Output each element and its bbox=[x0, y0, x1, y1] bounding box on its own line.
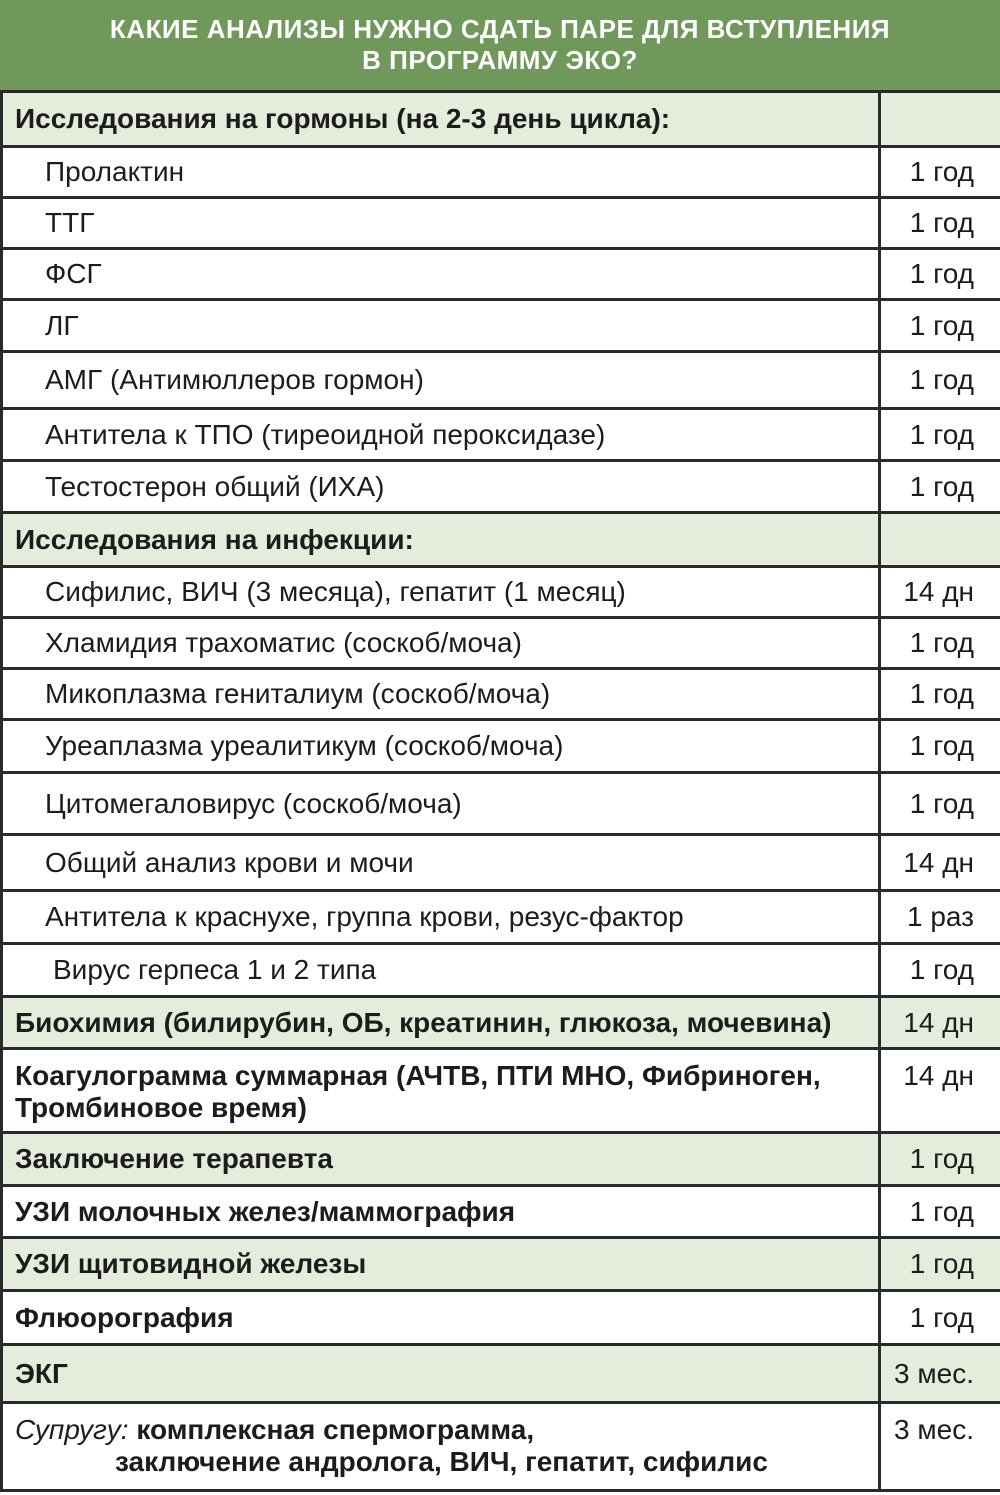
test-period: 1 год bbox=[880, 773, 1000, 835]
test-name: Общий анализ крови и мочи bbox=[2, 835, 880, 891]
test-name: Флюорография bbox=[2, 1291, 880, 1345]
table-row bbox=[2, 1291, 1000, 1345]
test-name: Микоплазма гениталиум (соскоб/моча) bbox=[2, 669, 880, 720]
section-period-empty bbox=[880, 513, 1000, 567]
test-period: 1 год bbox=[880, 720, 1000, 773]
table-row bbox=[2, 835, 1000, 891]
spouse-tests bbox=[2, 1403, 880, 1491]
section-title: Исследования на инфекции: bbox=[2, 513, 880, 567]
test-name: Коагулограмма суммарная (АЧТВ, ПТИ МНО, Фибриноген, Тромбиновое время) bbox=[2, 1049, 880, 1133]
table-row bbox=[2, 891, 1000, 944]
test-name: ЭКГ bbox=[2, 1345, 880, 1403]
table-row bbox=[2, 300, 1000, 352]
table-row bbox=[2, 147, 1000, 198]
test-period: 1 год bbox=[880, 669, 1000, 720]
test-period: 1 год bbox=[880, 618, 1000, 669]
test-period: 1 год bbox=[880, 944, 1000, 997]
test-name: Уреаплазма уреалитикум (соскоб/моча) bbox=[2, 720, 880, 773]
test-period: 1 год bbox=[880, 352, 1000, 409]
test-period: 14 дн bbox=[880, 567, 1000, 618]
table-row bbox=[2, 1186, 1000, 1238]
section-period-empty bbox=[880, 92, 1000, 147]
test-name: Цитомегаловирус (соскоб/моча) bbox=[2, 773, 880, 835]
test-name: Сифилис, ВИЧ (3 месяца), гепатит (1 месяц) bbox=[2, 567, 880, 618]
test-name: Заключение терапевта bbox=[2, 1133, 880, 1186]
tests-table bbox=[0, 90, 1000, 1492]
table-row bbox=[2, 461, 1000, 513]
table-row bbox=[2, 773, 1000, 835]
table-row bbox=[2, 669, 1000, 720]
test-period: 1 год bbox=[880, 461, 1000, 513]
test-name: ЛГ bbox=[2, 300, 880, 352]
spouse-text-line-1: комплексная спермограмма, bbox=[136, 1414, 535, 1445]
test-name: АМГ (Антимюллеров гормон) bbox=[2, 352, 880, 409]
table-row bbox=[2, 720, 1000, 773]
test-period: 1 год bbox=[880, 1133, 1000, 1186]
spouse-row bbox=[2, 1403, 1000, 1491]
test-period: 1 год bbox=[880, 1238, 1000, 1291]
test-name: Антитела к ТПО (тиреоидной пероксидазе) bbox=[2, 409, 880, 461]
test-name: Пролактин bbox=[2, 147, 880, 198]
table-row bbox=[2, 1238, 1000, 1291]
table-row bbox=[2, 1049, 1000, 1133]
test-name: Антитела к краснухе, группа крови, резус-фактор bbox=[2, 891, 880, 944]
test-name: ФСГ bbox=[2, 249, 880, 300]
table-row bbox=[2, 567, 1000, 618]
test-name: Биохимия (билирубин, ОБ, креатинин, глюкоза, мочевина) bbox=[2, 997, 880, 1049]
test-period: 1 год bbox=[880, 1186, 1000, 1238]
test-period: 14 дн bbox=[880, 1049, 1000, 1133]
test-period: 3 мес. bbox=[880, 1345, 1000, 1403]
table-row bbox=[2, 352, 1000, 409]
test-period: 1 раз bbox=[880, 891, 1000, 944]
table-row bbox=[2, 249, 1000, 300]
test-period: 1 год bbox=[880, 300, 1000, 352]
table-row bbox=[2, 997, 1000, 1049]
table-row bbox=[2, 618, 1000, 669]
spouse-period: 3 мес. bbox=[880, 1403, 1000, 1491]
test-name: УЗИ щитовидной железы bbox=[2, 1238, 880, 1291]
test-period: 1 год bbox=[880, 147, 1000, 198]
test-period: 14 дн bbox=[880, 997, 1000, 1049]
test-name: ТТГ bbox=[2, 198, 880, 249]
test-period: 1 год bbox=[880, 1291, 1000, 1345]
test-period: 1 год bbox=[880, 409, 1000, 461]
spouse-text-line-2: заключение андролога, ВИЧ, гепатит, сифилис bbox=[115, 1446, 768, 1477]
test-period: 14 дн bbox=[880, 835, 1000, 891]
table-row bbox=[2, 409, 1000, 461]
table-row bbox=[2, 944, 1000, 997]
table-row bbox=[2, 198, 1000, 249]
section-hormones-header bbox=[2, 92, 1000, 147]
section-infections-header bbox=[2, 513, 1000, 567]
section-title: Исследования на гормоны (на 2-3 день цикла): bbox=[2, 92, 880, 147]
test-name: Тестостерон общий (ИХА) bbox=[2, 461, 880, 513]
title-line-2: В ПРОГРАММУ ЭКО? bbox=[362, 45, 638, 75]
test-period: 1 год bbox=[880, 249, 1000, 300]
table-row bbox=[2, 1133, 1000, 1186]
test-name: Хламидия трахоматис (соскоб/моча) bbox=[2, 618, 880, 669]
title-line-1: КАКИЕ АНАЛИЗЫ НУЖНО СДАТЬ ПАРЕ ДЛЯ ВСТУПЛЕНИЯ bbox=[109, 14, 891, 44]
test-name: Вирус герпеса 1 и 2 типа bbox=[2, 944, 880, 997]
title-banner bbox=[0, 0, 1000, 90]
table-row bbox=[2, 1345, 1000, 1403]
spouse-label: Супругу: bbox=[15, 1414, 129, 1445]
test-name: УЗИ молочных желез/маммография bbox=[2, 1186, 880, 1238]
test-period: 1 год bbox=[880, 198, 1000, 249]
